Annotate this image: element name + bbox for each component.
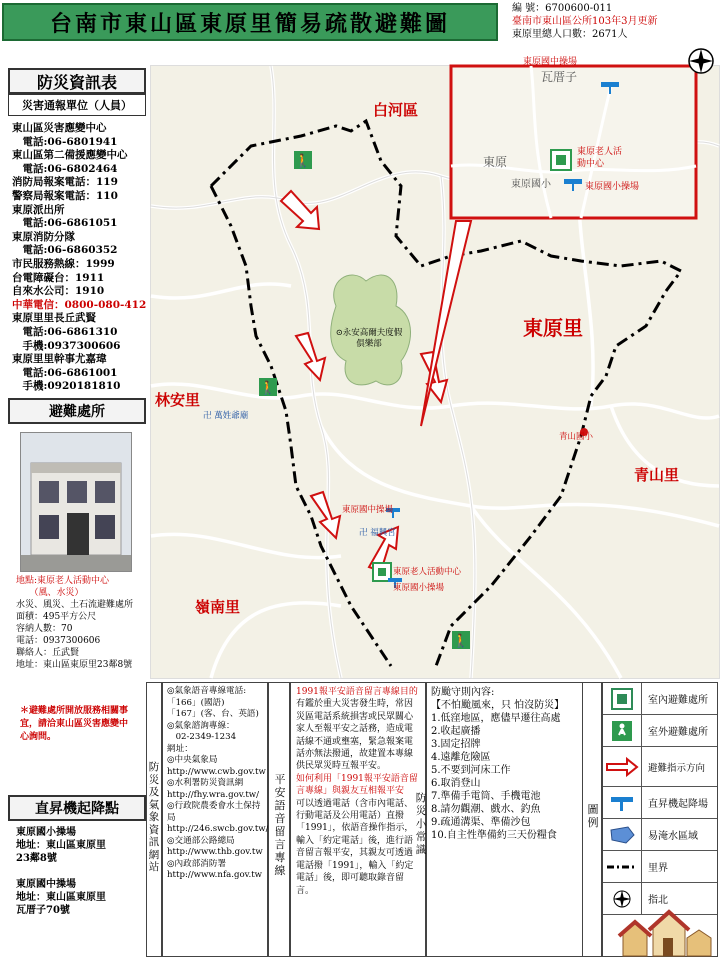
hotline-usage-heading: 如何利用「1991報平安語音留言專線」與親友互相報平安 — [296, 773, 418, 797]
contact-line: 東山區災害應變中心 — [12, 122, 107, 134]
website-line: 02-2349-1234 — [167, 732, 237, 742]
helipad-list — [16, 826, 146, 917]
website-line: 「166」(國語) — [167, 697, 225, 708]
shelter-detail-line: 容納人數：70 — [16, 624, 73, 634]
svg-text:🚶: 🚶 — [259, 381, 277, 396]
legend-label-indoor: 室內避難處所 — [648, 695, 708, 706]
map-metadata — [512, 2, 717, 41]
helipad-icon — [609, 793, 635, 813]
precautions-box — [426, 682, 582, 957]
contact-line: 東原里里長丘武賢 — [12, 312, 96, 325]
info-panel-subheading: 災害通報單位（人員） — [8, 94, 146, 116]
legend-outdoor-shelter — [603, 715, 717, 747]
legend-title: 圖例 — [587, 803, 599, 829]
evacuation-direction-icon — [605, 756, 639, 778]
contact-line: 電話:06-6861001 — [12, 366, 118, 379]
website-line: http://www.cwb.gov.tw — [167, 766, 266, 777]
legend-label-outdoor: 室外避難處所 — [648, 727, 708, 738]
website-line: ◎內政部消防署 — [167, 858, 227, 869]
shelter-detail-line: 水災、風災、土石流避難處所 — [16, 600, 134, 610]
contact-line: 東山區第二備援應變中心 — [12, 149, 128, 162]
shelter-detail-line: 地點:東原老人活動中心 — [16, 576, 110, 586]
shelter-detail-line: 電話：0937300606 — [16, 636, 101, 646]
outdoor-shelter-icon — [611, 720, 633, 742]
inset-frame — [451, 66, 696, 218]
indoor-shelter-icon — [611, 688, 633, 710]
village-boundary-icon — [606, 861, 638, 873]
contact-line: 東原派出所 — [12, 203, 65, 216]
website-line: ◎氣象諮詢專線： — [167, 720, 235, 731]
inset-label-es-field: 東原國小操場 — [585, 182, 640, 192]
precaution-item: 3.固定招牌 — [431, 739, 481, 750]
label-fuxing-temple: 卍 福興宮 — [359, 528, 396, 538]
contact-line: 警察局報案電話：110 — [12, 189, 118, 202]
inset-label-wacuozi: 瓦厝子 — [541, 70, 578, 84]
label-dongyuan: 東原里 — [523, 316, 583, 340]
page-title: 台南市東山區東原里簡易疏散避難圖 — [49, 10, 450, 37]
hotline-title: 平安語音留言專線 — [274, 773, 286, 877]
legend-evacuation-direction — [603, 747, 717, 787]
label-lingnan: 嶺南里 — [195, 598, 241, 616]
outdoor-shelter-marker-2 — [259, 378, 277, 396]
contact-line: 消防局報案電話：119 — [12, 176, 118, 189]
precaution-item: 9.疏通溝渠、準備沙包 — [431, 817, 531, 828]
precautions-content — [431, 686, 581, 842]
contact-line: 電話:06-6861051 — [12, 217, 118, 230]
inset-label-dongyuan-school: 東原國小 — [511, 179, 551, 190]
title-bar — [2, 3, 498, 41]
flood-area-icon — [608, 825, 636, 845]
precaution-item: 1.低窪地區，應儘早遷往高處 — [431, 713, 561, 724]
precaution-item: 2.收起廣播 — [431, 726, 481, 737]
websites-title-box — [146, 682, 162, 957]
shelter-details — [16, 575, 148, 671]
legend-helipad — [603, 787, 717, 819]
hotline-purpose-body: 有鑑於重大災害發生時，常因災區電話系統損害或民眾關心家人至報平安之話務，造成電話線不通或壅塞，緊急報案電話亦無法撥通，故建置本專線供民眾災時互報平安。 — [296, 699, 414, 772]
label-qingshan: 青山里 — [634, 466, 680, 484]
contact-line: 手機:0920181810 — [12, 380, 121, 393]
legend-label-flood: 易淹水區域 — [648, 831, 698, 842]
contact-list — [12, 122, 148, 394]
inset-indoor-shelter-marker — [551, 150, 571, 170]
shelter-detail-line: 地址：東山區東原里23鄰8號 — [16, 660, 133, 670]
shelter-detail-line: （風、水災） — [16, 588, 84, 598]
website-line: 「167」(客、台、英語) — [167, 709, 259, 719]
shelter-photo — [20, 432, 132, 572]
population-count: 東原里總人口數：2671人 — [512, 29, 628, 40]
precaution-item: 10.自主性準備約三天份糧食 — [431, 830, 557, 841]
precaution-item: 6.取消登山 — [431, 778, 481, 789]
helipad-panel-heading: 直昇機起降點 — [8, 795, 146, 821]
shelter-note: ＊避難處所開放服務相關事宜，請洽東山區災害應變中心詢問。 — [20, 706, 129, 742]
shelter-detail-line: 聯絡人：丘武賢 — [16, 648, 80, 658]
websites-title: 防災及氣象資訊網站 — [148, 761, 160, 873]
legend-label-direction: 避難指示方向 — [648, 762, 706, 774]
website-line: 網址： — [167, 743, 193, 754]
precaution-item: 8.請勿觀潮、戲水、釣魚 — [431, 804, 541, 815]
contact-line: 東原消防分隊 — [12, 230, 75, 243]
inset-label-elder-center: 東原老人活動中心 — [577, 147, 623, 169]
legend-box — [602, 682, 718, 957]
label-baihe: 白河區 — [373, 101, 419, 119]
label-qingshan-school: 青山國小 — [559, 432, 594, 442]
hotline-usage-body: 可以透過電話（含市內電話、行動電話及公用電話）直撥「1991」，依語音操作指示，輸入「約定電話」後，進行語音留言報平安，其親友可透過電話撥「1991」，輸入「約定電話」後，即可聽取錄音留言。 — [296, 798, 414, 896]
precaution-item: 5.不要到河床工作 — [431, 765, 511, 776]
label-jh-field: 東原國中操場 — [342, 505, 394, 515]
precaution-item: 4.遠離危險區 — [431, 752, 491, 763]
contact-line: 手機:0937300606 — [12, 339, 121, 352]
contact-line: 東原里里幹事尤嘉瑋 — [12, 353, 107, 366]
hotline-purpose-heading: 1991報平安語音留言專線目的 — [296, 687, 418, 697]
website-line: ◎氣象語音專線電話: — [167, 686, 247, 696]
legend-label-helipad: 直昇機起降場 — [648, 799, 708, 810]
legend-label-boundary: 里界 — [648, 863, 668, 874]
hotline-content — [290, 682, 426, 957]
website-line: http://www.nfa.gov.tw — [167, 870, 263, 880]
helipad-line: 東原國中操場 — [16, 879, 76, 890]
svg-text:🚶: 🚶 — [294, 154, 312, 169]
outdoor-shelter-marker-1 — [294, 151, 312, 169]
shelter-building-image — [21, 433, 131, 571]
inset-label-jh-field: 東原國中操場 — [523, 57, 578, 67]
contact-line: 市民服務熱線：1999 — [12, 257, 115, 270]
update-note: 臺南市東山區公所103年3月更新 — [512, 16, 658, 27]
svg-text:🚶: 🚶 — [452, 634, 470, 649]
helipad-line: 瓦厝子70號 — [16, 905, 70, 916]
houses-illustration — [603, 906, 717, 956]
website-line: http://www.thb.gov.tw — [167, 847, 263, 857]
helipad-line: 東原國小操場 — [16, 827, 76, 838]
precautions-title: 防災小常識 — [415, 792, 427, 856]
websites-list — [162, 682, 268, 957]
helipad-line: 地址：東山區東原里 — [16, 840, 106, 851]
outdoor-shelter-marker-3 — [452, 631, 470, 649]
legend-label-north: 指北 — [648, 895, 668, 906]
precaution-item: 7.準備手電筒、手機電池 — [431, 791, 541, 802]
label-linan: 林安里 — [155, 391, 201, 409]
legend-flood-area — [603, 819, 717, 851]
north-arrow — [686, 46, 716, 76]
label-golf-club: ⊙永安高爾夫度假俱樂部 — [335, 328, 403, 349]
hotline-title-box — [268, 682, 290, 957]
legend-village-boundary — [603, 851, 717, 883]
label-es-field: 東原國小操場 — [393, 583, 445, 593]
helipad-line: 23鄰8號 — [16, 853, 57, 864]
helipad-line: 地址：東山區東原里 — [16, 892, 106, 903]
website-line: ◎行政院農委會水土保持局 — [167, 801, 261, 823]
contact-line: 電話:06-6802464 — [12, 162, 118, 175]
shelter-panel-heading: 避難處所 — [8, 398, 146, 424]
label-wanxing-temple: 卍 萬姓爺廟 — [203, 411, 249, 421]
legend-indoor-shelter — [603, 683, 717, 715]
website-line: ◎水利署防災資訊網 — [167, 778, 244, 788]
precautions-list — [431, 712, 581, 842]
contact-line: 中華電信：0800-080-412 — [12, 298, 147, 311]
contact-line: 台電障礙台：1911 — [12, 271, 105, 284]
website-line: ◎交通部公路總局 — [167, 835, 235, 846]
precautions-heading: 防颱守則內容: — [431, 687, 495, 698]
website-line: ◎中央氣象局 — [167, 755, 218, 765]
map-code: 編 號：6700600-011 — [512, 3, 613, 14]
contact-line: 自來水公司：1910 — [12, 285, 105, 298]
info-panel-heading: 防災資訊表 — [8, 68, 146, 94]
north-arrow-icon — [686, 46, 716, 76]
shelter-detail-line: 面積：495平方公尺 — [16, 612, 97, 622]
contact-line: 電話:06-6861310 — [12, 325, 118, 338]
evacuation-map — [150, 57, 720, 679]
legend-title-box — [582, 682, 602, 957]
inset-label-dongyuan: 東原 — [483, 155, 508, 169]
website-line: http://fhy.wra.gov.tw/ — [167, 789, 260, 800]
label-elder-center: 東原老人活動中心 — [393, 567, 462, 577]
website-line: http://246.swcb.gov.tw/ — [167, 824, 269, 834]
helipad-line — [16, 865, 146, 878]
precautions-subheading: 【不怕颱風來，只 怕沒防災】 — [431, 700, 565, 711]
contact-line: 電話:06-6860352 — [12, 244, 118, 257]
contact-line: 電話:06-6801941 — [12, 135, 118, 148]
